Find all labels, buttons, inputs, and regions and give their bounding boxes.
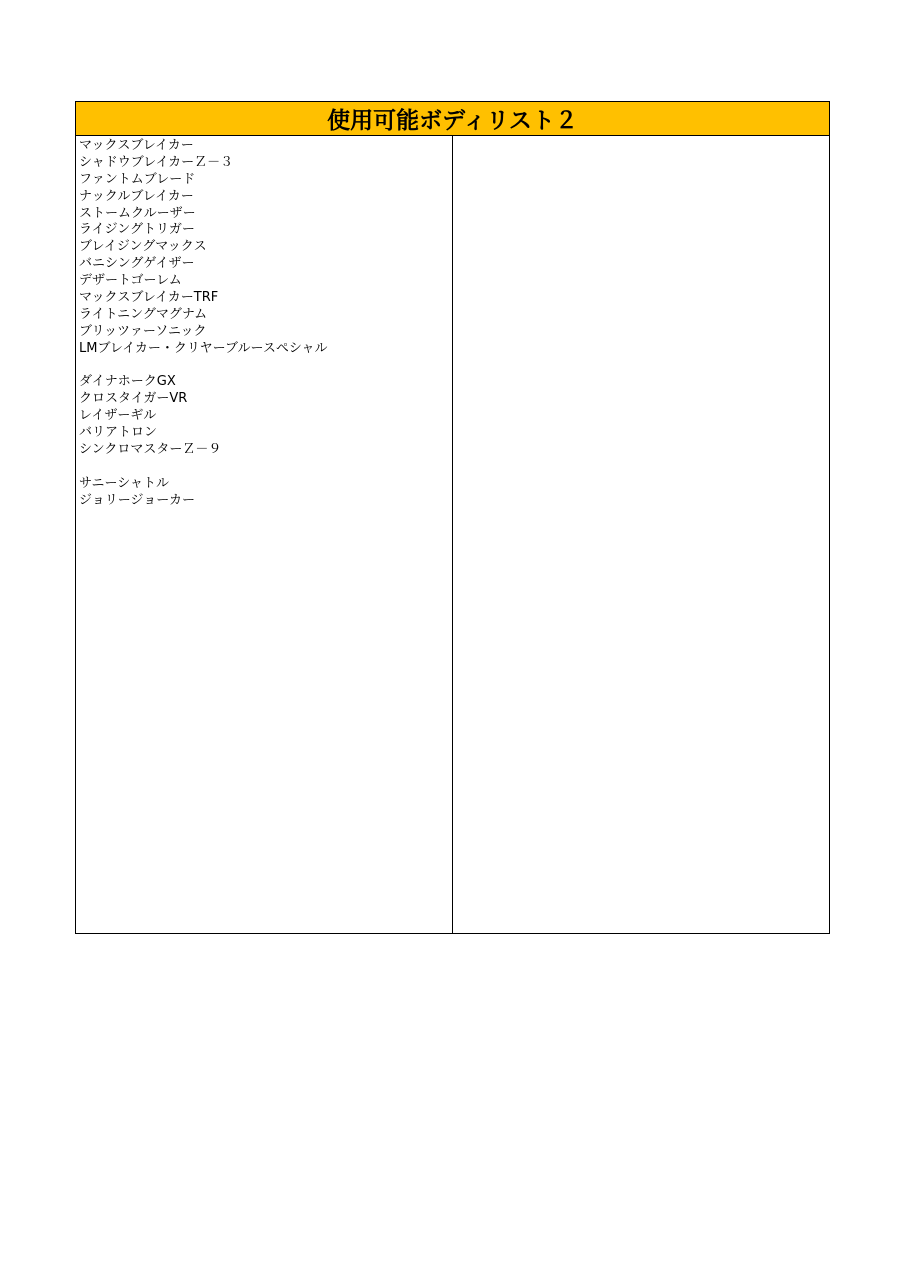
list-item: ライジングトリガー: [79, 222, 195, 238]
list-item: ブリッツァーソニック: [79, 323, 207, 339]
list-item: ストームクルーザー: [79, 205, 196, 221]
list-item: ジョリージョーカー: [79, 492, 195, 508]
list-item: シャドウブレイカーＺ－３: [79, 154, 234, 170]
list-item: ファントムブレード: [79, 171, 196, 187]
list-item: シンクロマスターＺ－９: [79, 442, 222, 458]
left-column: [76, 136, 453, 933]
list-item: ダイナホークGX: [79, 374, 176, 390]
list-item: ライトニングマグナム: [79, 306, 208, 322]
group-spacer: [79, 459, 452, 476]
list-item: バリアトロン: [79, 425, 158, 441]
title-header: [76, 102, 829, 136]
group-spacer: [79, 358, 452, 375]
list-item: クロスタイガーVR: [79, 391, 188, 407]
list-item: バニシングゲイザー: [79, 256, 195, 272]
list-item: マックスブレイカーTRF: [79, 290, 219, 306]
right-column: [453, 136, 829, 933]
list-item: サニーシャトル: [79, 475, 169, 491]
list-item: ブレイジングマックス: [79, 239, 207, 255]
table-body: [76, 136, 829, 933]
list-item: レイザーギル: [79, 408, 157, 424]
list-item: デザートゴーレム: [79, 273, 182, 289]
page-title: 使用可能ボディリスト２: [327, 108, 578, 134]
list-item: LMブレイカー・クリヤーブルースペシャル: [79, 340, 328, 356]
body-list-table: [75, 101, 830, 934]
list-item: マックスブレイカー: [79, 138, 194, 153]
list-item: ナックルブレイカー: [79, 188, 194, 204]
